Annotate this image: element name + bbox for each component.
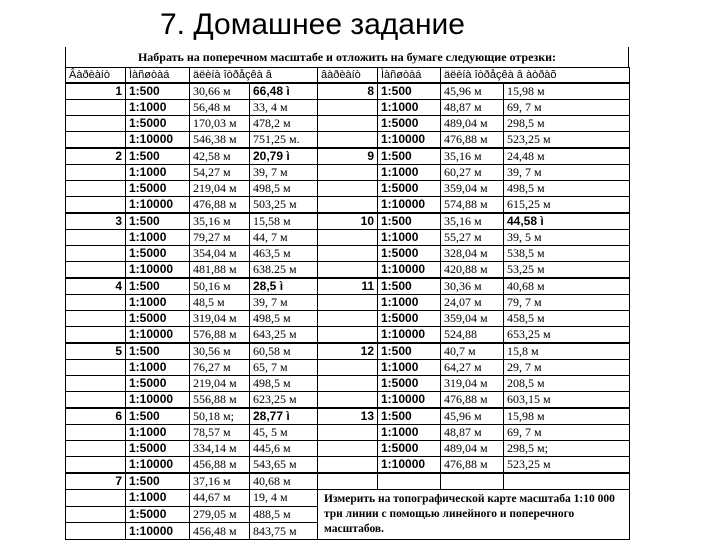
length-a-cell: 556,88 м [190, 392, 250, 409]
table-row [66, 230, 630, 246]
scale-cell: 1:10000 [378, 132, 441, 149]
length-b-cell: 28,77 ì [250, 408, 318, 425]
variant-number [318, 425, 378, 441]
scale-cell: 1:1000 [126, 295, 190, 311]
variant-number [318, 376, 378, 392]
table-row [66, 246, 630, 262]
length-a-cell: 476,88 м [441, 392, 504, 409]
scale-cell: 1:500 [126, 148, 190, 165]
length-b-cell: 445,6 м [250, 441, 318, 457]
table-row [66, 181, 630, 197]
length-b-cell: 39, 5 м [504, 230, 630, 246]
col-header-length-right: äëèíà îòðåçêà â àòðàõ [441, 68, 630, 84]
length-b-cell: 79, 7 м [504, 295, 630, 311]
length-a-cell: 78,57 м [190, 425, 250, 441]
scale-cell: 1:10000 [126, 457, 190, 474]
length-a-cell: 76,27 м [190, 360, 250, 376]
length-b-cell: 39, 7 м [504, 165, 630, 181]
scale-cell: 1:10000 [378, 327, 441, 344]
table-row [66, 327, 630, 344]
variant-number [66, 116, 126, 132]
length-b-cell: 843,75 м [250, 523, 318, 540]
variant-number: 5 [66, 343, 126, 360]
scale-cell: 1:5000 [378, 311, 441, 327]
scale-cell: 1:500 [378, 213, 441, 230]
scale-cell: 1:500 [126, 473, 190, 490]
scale-cell: 1:1000 [126, 165, 190, 181]
scale-cell: 1:10000 [126, 523, 190, 540]
table-row [66, 392, 630, 409]
length-b-cell: 53,25 м [504, 262, 630, 279]
scale-cell: 1:5000 [126, 246, 190, 262]
length-b-cell: 498,5 м [250, 181, 318, 197]
variant-number: 8 [318, 83, 378, 100]
variant-number [66, 295, 126, 311]
homework-sheet [65, 47, 629, 538]
variant-number [318, 246, 378, 262]
scale-cell: 1:500 [126, 278, 190, 295]
variant-number [66, 506, 126, 523]
table-row [66, 343, 630, 360]
length-b-cell: 44,58 ì [504, 213, 630, 230]
variant-number [66, 376, 126, 392]
length-b-cell: 498,5 м [504, 181, 630, 197]
length-b-cell: 66,48 ì [250, 83, 318, 100]
table-row [66, 360, 630, 376]
variant-number [318, 441, 378, 457]
scale-cell: 1:5000 [126, 116, 190, 132]
length-a-cell: 170,03 м [190, 116, 250, 132]
length-b-cell: 643,25 м [250, 327, 318, 344]
length-a-cell: 48,87 м [441, 425, 504, 441]
length-b-cell: 19, 4 м [250, 490, 318, 507]
scale-cell: 1:5000 [126, 506, 190, 523]
scale-cell: 1:5000 [378, 441, 441, 457]
length-b-cell: 39, 7 м [250, 295, 318, 311]
scale-cell: 1:5000 [378, 246, 441, 262]
length-a-cell: 35,16 м [441, 148, 504, 165]
scale-cell: 1:1000 [126, 230, 190, 246]
table-row [66, 213, 630, 230]
scale-cell: 1:500 [378, 83, 441, 100]
length-b-cell: 488,5 м [250, 506, 318, 523]
length-a-cell: 60,27 м [441, 165, 504, 181]
length-a-cell: 48,5 м [190, 295, 250, 311]
empty-cell [318, 473, 378, 490]
length-b-cell: 20,79 ì [250, 148, 318, 165]
length-a-cell: 24,07 м [441, 295, 504, 311]
scale-cell: 1:1000 [126, 100, 190, 116]
variant-number [318, 116, 378, 132]
scale-cell: 1:1000 [126, 490, 190, 507]
scale-cell: 1:5000 [378, 116, 441, 132]
variant-number: 11 [318, 278, 378, 295]
table-row [66, 376, 630, 392]
length-a-cell: 420,88 м [441, 262, 504, 279]
length-b-cell: 45, 5 м [250, 425, 318, 441]
length-a-cell: 219,04 м [190, 376, 250, 392]
length-a-cell: 40,7 м [441, 343, 504, 360]
scale-cell: 1:10000 [126, 132, 190, 149]
variant-number [66, 132, 126, 149]
scale-cell: 1:1000 [378, 165, 441, 181]
length-b-cell: 15,98 м [504, 408, 630, 425]
table-row [66, 165, 630, 181]
variant-number [66, 230, 126, 246]
length-b-cell: 28,5 ì [250, 278, 318, 295]
length-b-cell: 65, 7 м [250, 360, 318, 376]
scale-cell: 1:5000 [378, 181, 441, 197]
segments-table [65, 67, 630, 540]
length-a-cell: 319,04 м [190, 311, 250, 327]
table-row [66, 148, 630, 165]
length-b-cell: 538,5 м [504, 246, 630, 262]
variant-number [318, 197, 378, 214]
variant-number [318, 327, 378, 344]
length-b-cell: 523,25 м [504, 132, 630, 149]
length-a-cell: 35,16 м [190, 213, 250, 230]
variant-number [66, 327, 126, 344]
length-b-cell: 69, 7 м [504, 100, 630, 116]
variant-number: 3 [66, 213, 126, 230]
scale-cell: 1:500 [126, 343, 190, 360]
length-a-cell: 489,04 м [441, 116, 504, 132]
length-b-cell: 638.25 м [250, 262, 318, 279]
variant-number [318, 360, 378, 376]
length-a-cell: 524,88 [441, 327, 504, 344]
variant-number [66, 523, 126, 540]
table-body [66, 68, 630, 540]
length-b-cell: 24,48 м [504, 148, 630, 165]
length-b-cell: 298,5 м; [504, 441, 630, 457]
length-b-cell: 39, 7 м [250, 165, 318, 181]
length-a-cell: 489,04 м [441, 441, 504, 457]
table-row [66, 408, 630, 425]
table-row [66, 132, 630, 149]
scale-cell: 1:5000 [126, 181, 190, 197]
length-b-cell: 751,25 м. [250, 132, 318, 149]
variant-number: 9 [318, 148, 378, 165]
scale-cell: 1:500 [378, 278, 441, 295]
table-row [66, 100, 630, 116]
scale-cell: 1:500 [378, 343, 441, 360]
variant-number [318, 311, 378, 327]
scale-cell: 1:10000 [378, 457, 441, 474]
table-row [66, 311, 630, 327]
variant-number [66, 360, 126, 376]
length-a-cell: 56,48 м [190, 100, 250, 116]
length-b-cell: 15,98 м [504, 83, 630, 100]
variant-number [66, 197, 126, 214]
table-row [66, 262, 630, 279]
scale-cell: 1:1000 [378, 425, 441, 441]
scale-cell: 1:10000 [378, 197, 441, 214]
variant-number [318, 165, 378, 181]
length-b-cell: 298,5 м [504, 116, 630, 132]
length-b-cell: 543,65 м [250, 457, 318, 474]
variant-number [66, 441, 126, 457]
length-a-cell: 219,04 м [190, 181, 250, 197]
length-a-cell: 79,27 м [190, 230, 250, 246]
col-header-scale-right: Ìàñøòàá [378, 68, 441, 84]
variant-number [66, 490, 126, 507]
scale-cell: 1:5000 [126, 441, 190, 457]
scale-cell: 1:500 [126, 408, 190, 425]
length-a-cell: 456,88 м [190, 457, 250, 474]
table-row [66, 278, 630, 295]
length-a-cell: 476,88 м [441, 132, 504, 149]
variant-number [66, 425, 126, 441]
scale-cell: 1:500 [126, 83, 190, 100]
table-row [66, 490, 630, 507]
table-row [66, 295, 630, 311]
col-header-scale: Ìàñøòàá [126, 68, 190, 84]
col-header-variant-right: âàðèàíò [318, 68, 378, 84]
variant-number: 7 [66, 473, 126, 490]
scale-cell: 1:500 [378, 408, 441, 425]
length-b-cell: 653,25 м [504, 327, 630, 344]
length-a-cell: 574,88 м [441, 197, 504, 214]
scale-cell: 1:5000 [126, 376, 190, 392]
length-b-cell: 40,68 м [504, 278, 630, 295]
scale-cell: 1:1000 [378, 230, 441, 246]
variant-number: 4 [66, 278, 126, 295]
length-a-cell: 55,27 м [441, 230, 504, 246]
length-a-cell: 354,04 м [190, 246, 250, 262]
length-b-cell: 69, 7 м [504, 425, 630, 441]
header-row [66, 68, 630, 84]
variant-number [318, 457, 378, 474]
variant-number: 2 [66, 148, 126, 165]
length-a-cell: 359,04 м [441, 181, 504, 197]
length-a-cell: 546,38 м [190, 132, 250, 149]
length-b-cell: 15,58 м [250, 213, 318, 230]
scale-cell: 1:1000 [378, 360, 441, 376]
length-b-cell: 503,25 м [250, 197, 318, 214]
scale-cell: 1:10000 [126, 392, 190, 409]
length-a-cell: 50,16 м [190, 278, 250, 295]
task-header: Набрать на поперечном масштабе и отложить на бумаге следующие отрезки: [65, 47, 629, 67]
variant-number [318, 295, 378, 311]
variant-number: 1 [66, 83, 126, 100]
length-a-cell: 48,87 м [441, 100, 504, 116]
scale-cell: 1:1000 [126, 360, 190, 376]
variant-number [66, 246, 126, 262]
length-a-cell: 44,67 м [190, 490, 250, 507]
length-b-cell: 208,5 м [504, 376, 630, 392]
variant-number [318, 100, 378, 116]
length-a-cell: 30,56 м [190, 343, 250, 360]
length-b-cell: 498,5 м [250, 376, 318, 392]
length-a-cell: 42,58 м [190, 148, 250, 165]
length-a-cell: 328,04 м [441, 246, 504, 262]
length-b-cell: 623,25 м [250, 392, 318, 409]
length-a-cell: 476,88 м [441, 457, 504, 474]
measure-task-note: Измерить на топографической карте масштаба 1:10 000 три линии с помощью линейного и поперечного масштабов. [318, 490, 630, 540]
length-b-cell: 615,25 м [504, 197, 630, 214]
variant-number [318, 262, 378, 279]
length-a-cell: 50,18 м; [190, 408, 250, 425]
length-a-cell: 576,88 м [190, 327, 250, 344]
length-a-cell: 45,96 м [441, 83, 504, 100]
length-b-cell: 498,5 м [250, 311, 318, 327]
variant-number [318, 181, 378, 197]
empty-cell [441, 473, 504, 490]
table-row [66, 425, 630, 441]
length-a-cell: 279,05 м [190, 506, 250, 523]
table-row [66, 473, 630, 490]
scale-cell: 1:5000 [378, 376, 441, 392]
length-b-cell: 478,2 м [250, 116, 318, 132]
scale-cell: 1:10000 [126, 197, 190, 214]
table-row [66, 457, 630, 474]
table-row [66, 116, 630, 132]
table-row [66, 441, 630, 457]
page-title: 7. Домашнее задание [160, 8, 465, 41]
scale-cell: 1:1000 [378, 295, 441, 311]
length-b-cell: 40,68 м [250, 473, 318, 490]
variant-number: 13 [318, 408, 378, 425]
length-a-cell: 35,16 м [441, 213, 504, 230]
empty-cell [504, 473, 630, 490]
length-b-cell: 29, 7 м [504, 360, 630, 376]
length-a-cell: 456,48 м [190, 523, 250, 540]
scale-cell: 1:10000 [378, 262, 441, 279]
variant-number: 10 [318, 213, 378, 230]
scale-cell: 1:1000 [126, 425, 190, 441]
length-b-cell: 33, 4 м [250, 100, 318, 116]
variant-number [66, 181, 126, 197]
length-b-cell: 458,5 м [504, 311, 630, 327]
scale-cell: 1:10000 [378, 392, 441, 409]
variant-number [66, 100, 126, 116]
scale-cell: 1:10000 [126, 327, 190, 344]
variant-number [66, 165, 126, 181]
length-a-cell: 334,14 м [190, 441, 250, 457]
length-b-cell: 44, 7 м [250, 230, 318, 246]
length-a-cell: 30,66 м [190, 83, 250, 100]
variant-number: 12 [318, 343, 378, 360]
length-a-cell: 45,96 м [441, 408, 504, 425]
table-row [66, 83, 630, 100]
variant-number: 6 [66, 408, 126, 425]
variant-number [318, 392, 378, 409]
length-a-cell: 64,27 м [441, 360, 504, 376]
length-a-cell: 319,04 м [441, 376, 504, 392]
variant-number [66, 262, 126, 279]
length-b-cell: 60,58 м [250, 343, 318, 360]
length-b-cell: 15,8 м [504, 343, 630, 360]
col-header-length: äëèíà îòðåçêà â [190, 68, 318, 84]
length-a-cell: 359,04 м [441, 311, 504, 327]
scale-cell: 1:500 [378, 148, 441, 165]
length-b-cell: 603,15 м [504, 392, 630, 409]
scale-cell: 1:10000 [126, 262, 190, 279]
table-row [66, 197, 630, 214]
variant-number [66, 311, 126, 327]
length-a-cell: 37,16 м [190, 473, 250, 490]
scale-cell: 1:500 [126, 213, 190, 230]
length-a-cell: 30,36 м [441, 278, 504, 295]
length-b-cell: 523,25 м [504, 457, 630, 474]
variant-number [66, 457, 126, 474]
scale-cell: 1:1000 [378, 100, 441, 116]
empty-cell [378, 473, 441, 490]
length-b-cell: 463,5 м [250, 246, 318, 262]
variant-number [318, 230, 378, 246]
col-header-variant: Âàðèàíò [66, 68, 126, 84]
length-a-cell: 54,27 м [190, 165, 250, 181]
length-a-cell: 481,88 м [190, 262, 250, 279]
scale-cell: 1:5000 [126, 311, 190, 327]
variant-number [66, 392, 126, 409]
length-a-cell: 476,88 м [190, 197, 250, 214]
variant-number [318, 132, 378, 149]
